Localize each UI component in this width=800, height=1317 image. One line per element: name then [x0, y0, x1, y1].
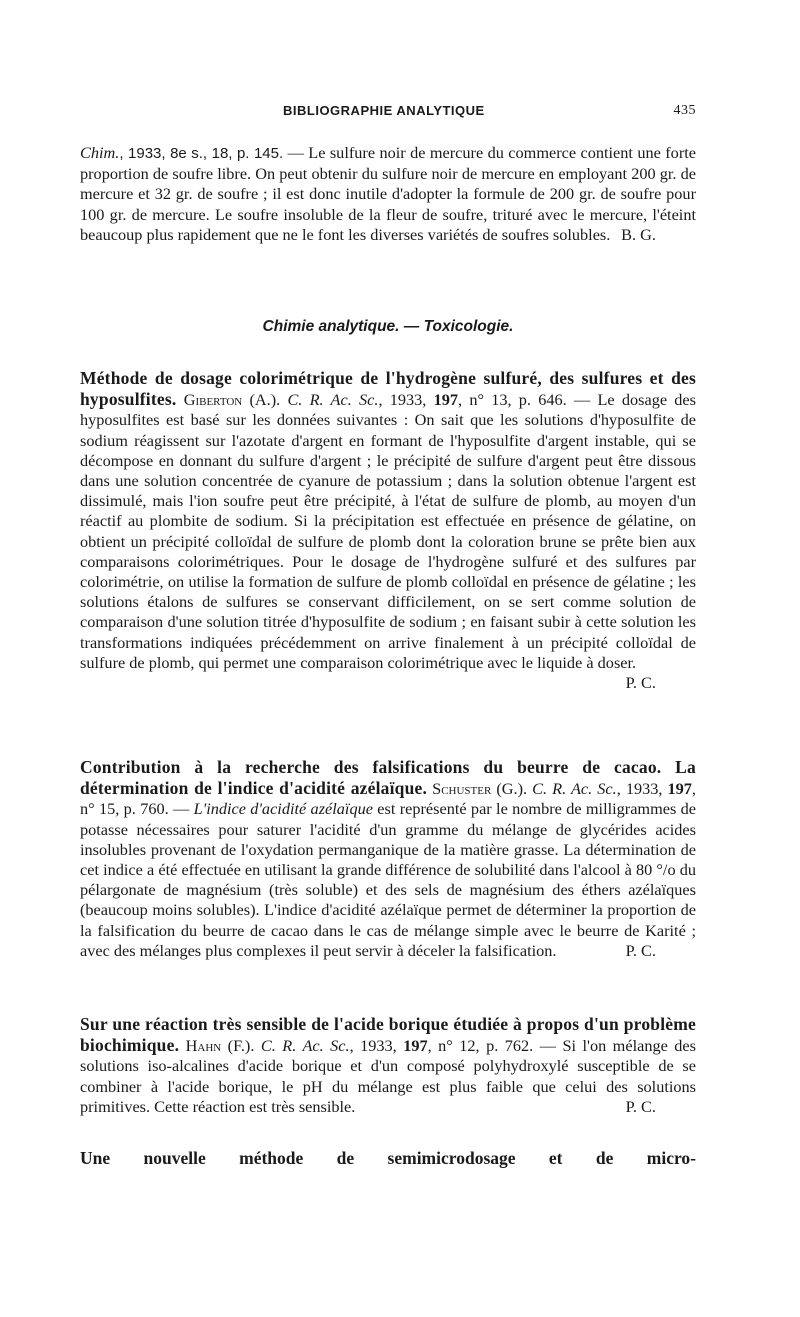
article-author: Giberton — [183, 390, 243, 410]
article-abstract: — Si l'on mélange des solutions iso-alcalines d'acide borique et d'un composé polyhydroxylé susceptible de se combiner à l'acide borique, le pH du mélange est plus faible que celui des solutions primitives. Cette réaction est très sensible. — [80, 1036, 696, 1116]
article-entry — [80, 757, 696, 961]
signature: P. C. — [625, 1096, 656, 1116]
journal-name: C. R. Ac. Sc. — [280, 390, 379, 410]
ref-pages: , n° 12, p. 762. — [427, 1036, 534, 1056]
signature: B. G. — [621, 224, 656, 244]
article-title: Sur une réaction très sensible de l'acide borique étudiée à propos d'un problème biochimique. — [80, 1014, 696, 1056]
italic-term: L'indice d'acidité azélaïque — [193, 799, 373, 819]
page-number: 435 — [673, 103, 696, 118]
journal-name: C. R. Ac. Sc. — [527, 779, 617, 799]
author-initial: (G.). — [491, 779, 528, 799]
signature: P. C. — [625, 673, 656, 693]
ref-volume: 197 — [403, 1036, 428, 1056]
ref-volume: 197 — [433, 390, 459, 410]
journal-name: C. R. Ac. Sc. — [254, 1036, 350, 1056]
section-heading: Chimie analytique. — Toxicologie. — [262, 318, 514, 335]
article-abstract: est représenté par le nombre de milligrammes de potasse nécessaires pour saturer l'acidité d'un gramme du mélange de glycérides acides insolubles provenant de l'oxydation permanganique de la matière grasse. La détermination de cet indice a été effectuée en utilisant la grande différence de solubilité dans l'alcool à 80 °/o du pélargonate de magnésium (très soluble) et des sels de magnésium des éthers azélaïques (beaucoup moins solubles). L'indice d'acidité azélaïque permet de déterminer la proportion de la falsification du beurre de cacao dans le cas de mélange simple avec le beurre de Karité ; avec des mélanges plus complexes il peut servir à déceler la falsification. — [80, 799, 697, 960]
citation-rest: , 1933, 8e s., 18, p. 145. — [119, 145, 284, 162]
ref-year: , 1933, — [349, 1036, 404, 1056]
article-author: Hahn — [185, 1036, 222, 1056]
citation-journal: Chim. — [80, 143, 120, 162]
paragraph-body: — Le sulfure noir de mercure du commerce contient une forte proportion de soufre libre. On peut obtenir du sulfure noir de mercure en employant 200 gr. de mercure et 32 gr. de soufre ; il est donc inutile d'adopter la formule de 200 gr. de soufre pour 100 gr. de mercure. Le soufre insoluble de la fleur de soufre, trituré avec le mercure, l'éteint beaucoup plus rapidement que ne le font les diverses variétés de soufres solubles. — [80, 143, 696, 244]
signature: P. C. — [625, 940, 656, 960]
article-abstract: — Le dosage des hyposulfites est basé sur les données suivantes : On sait que les solutions d'hyposulfite de sodium réagissent sur l'azotate d'argent en formant de l'hyposulfite d'argent instable, qui se décompose en donnant du sulfure d'argent ; le précipité de sulfure d'argent peut être dissous dans une solution concentrée de cyanure de potassium ; dans la solution obtenue l'argent est dissimulé, mais l'ion soufre peut être précipité, à l'état de sulfure de plomb, au moyen d'un réactif au plombite de sodium. Si la précipitation est effectuée en présence de gélatine, on obtient un précipité colloïdal de sulfure de plomb dont la coloration brune se prête bien aux comparaisons colorimétriques. Pour le dosage de l'hydrogène sulfuré et des sulfures par colorimétrie, on utilise la formation de sulfure de plomb colloïdal en présence de gélatine ; les solutions étalons de sulfures se conservant difficilement, on se sert comme solution de comparaison d'une solution titrée d'hyposulfite de sodium ; en faisant subir à cette solution les transformations indiquées précédemment on arrive finalement à un précipité colloïdal de sulfure de plomb, qui permet une comparaison colorimétrique avec le liquide à doser. — [80, 390, 696, 672]
article-entry — [80, 1014, 696, 1117]
running-header — [80, 101, 696, 121]
article-title: Contribution à la recherche des falsifications du beurre de cacao. La détermination de l'indice d'acidité azélaïque. — [80, 757, 696, 799]
ref-pages: , n° 13, p. 646. — [458, 390, 567, 410]
article-entry — [80, 368, 696, 693]
running-title: BIBLIOGRAPHIE ANALYTIQUE — [283, 103, 485, 118]
continuation-paragraph — [80, 143, 696, 245]
ref-volume: 197 — [667, 779, 692, 799]
abstract-dash: — — [168, 799, 194, 819]
author-initial: (F.). — [221, 1036, 255, 1056]
ref-pages: , n° 15, p. 760. — [80, 779, 696, 819]
article-author: Schuster — [432, 779, 492, 799]
ref-year: , 1933, — [616, 779, 668, 799]
author-initial: (A.). — [242, 390, 281, 410]
ref-year: , 1933, — [378, 390, 434, 410]
article-title: Méthode de dosage colorimétrique de l'hydrogène sulfuré, des sulfures et des hyposulfites. — [80, 368, 696, 410]
next-article-title: Une nouvelle méthode de semimicrodosage et de micro- — [80, 1148, 696, 1168]
